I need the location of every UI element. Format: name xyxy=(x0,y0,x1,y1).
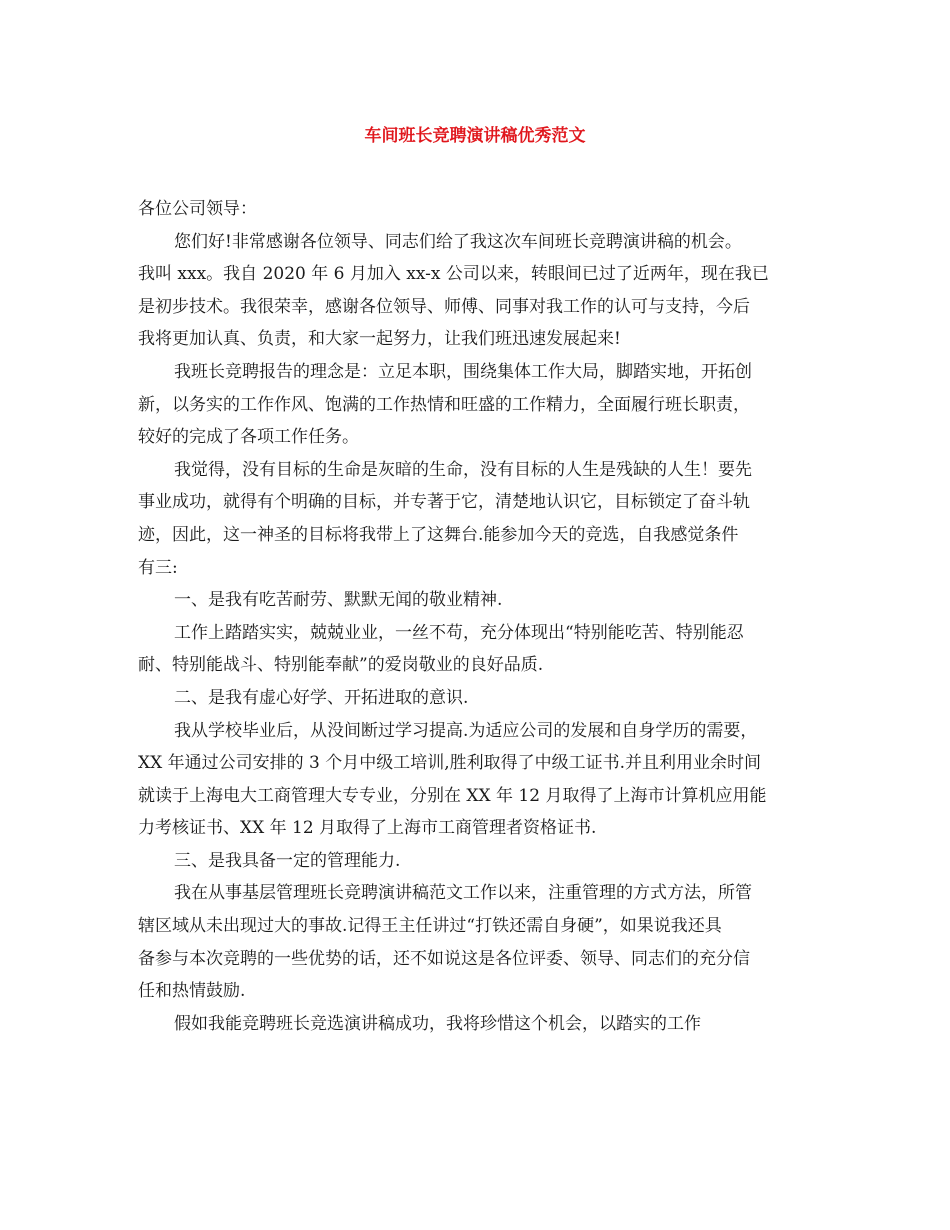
text-line: 三、是我具备一定的管理能力. xyxy=(174,850,401,871)
text-line: 任和热情鼓励. xyxy=(138,981,246,1002)
text-line: XX 年通过公司安排的 3 个月中级工培训,胜利取得了中级工证书.并且利用业余时间 xyxy=(138,753,762,774)
text-line: 力考核证书、XX 年 12 月取得了上海市工商管理者资格证书. xyxy=(138,818,597,839)
text-line: 工作上踏踏实实，兢兢业业，一丝不苟，充分体现出“特别能吃苦、特别能忍 xyxy=(174,622,744,643)
text-line: 我从学校毕业后，从没间断过学习提高.为适应公司的发展和自身学历的需要， xyxy=(174,720,758,741)
text-line: 有三: xyxy=(138,557,178,578)
text-line: 备参与本次竞聘的一些优势的话，还不如说这是各位评委、领导、同志们的充分信 xyxy=(138,948,750,969)
text-line: 我叫 xxx。我自 2020 年 6 月加入 xx-x 公司以来，转眼间已过了近两年，现在我已 xyxy=(138,264,769,285)
document-title: 车间班长竞聘演讲稿优秀范文 xyxy=(364,126,586,146)
text-line: 耐、特别能战斗、特别能奉献”的爱岗敬业的良好品质. xyxy=(138,655,544,676)
text-line: 您们好!非常感谢各位领导、同志们给了我这次车间班长竞聘演讲稿的机会。 xyxy=(174,231,742,252)
text-line: 假如我能竞聘班长竞选演讲稿成功，我将珍惜这个机会，以踏实的工作 xyxy=(174,1013,701,1034)
text-line: 就读于上海电大工商管理大专专业，分别在 XX 年 12 月取得了上海市计算机应用能 xyxy=(138,785,767,806)
document-body xyxy=(138,193,814,1040)
text-line: 我在从事基层管理班长竞聘演讲稿范文工作以来，注重管理的方式方法，所管 xyxy=(174,883,752,904)
text-line: 我班长竞聘报告的理念是：立足本职，围绕集体工作大局，脚踏实地，开拓创 xyxy=(174,361,752,382)
text-line: 我将更加认真、负责，和大家一起努力，让我们班迅速发展起来! xyxy=(138,329,621,350)
text-line: 迹，因此，这一神圣的目标将我带上了这舞台.能参加今天的竞选，自我感觉条件 xyxy=(138,524,739,545)
text-line: 二、是我有虚心好学、开拓进取的意识. xyxy=(174,687,469,708)
text-line: 各位公司领导： xyxy=(138,199,257,219)
text-line: 较好的完成了各项工作任务。 xyxy=(138,427,359,448)
text-line: 我觉得，没有目标的生命是灰暗的生命，没有目标的人生是残缺的人生！要先 xyxy=(174,459,752,480)
text-line: 新，以务实的工作作风、饱满的工作热情和旺盛的工作精力，全面履行班长职责， xyxy=(138,394,750,415)
text-line: 是初步技术。我很荣幸，感谢各位领导、师傅、同事对我工作的认可与支持，今后 xyxy=(138,296,750,317)
text-line: 事业成功，就得有个明确的目标，并专著于它，清楚地认识它，目标锁定了奋斗轨 xyxy=(138,492,750,513)
text-line: 一、是我有吃苦耐劳、默默无闻的敬业精神. xyxy=(174,590,503,611)
text-line: 辖区域从未出现过大的事故.记得王主任讲过“打铁还需自身硬”，如果说我还具 xyxy=(138,916,722,937)
